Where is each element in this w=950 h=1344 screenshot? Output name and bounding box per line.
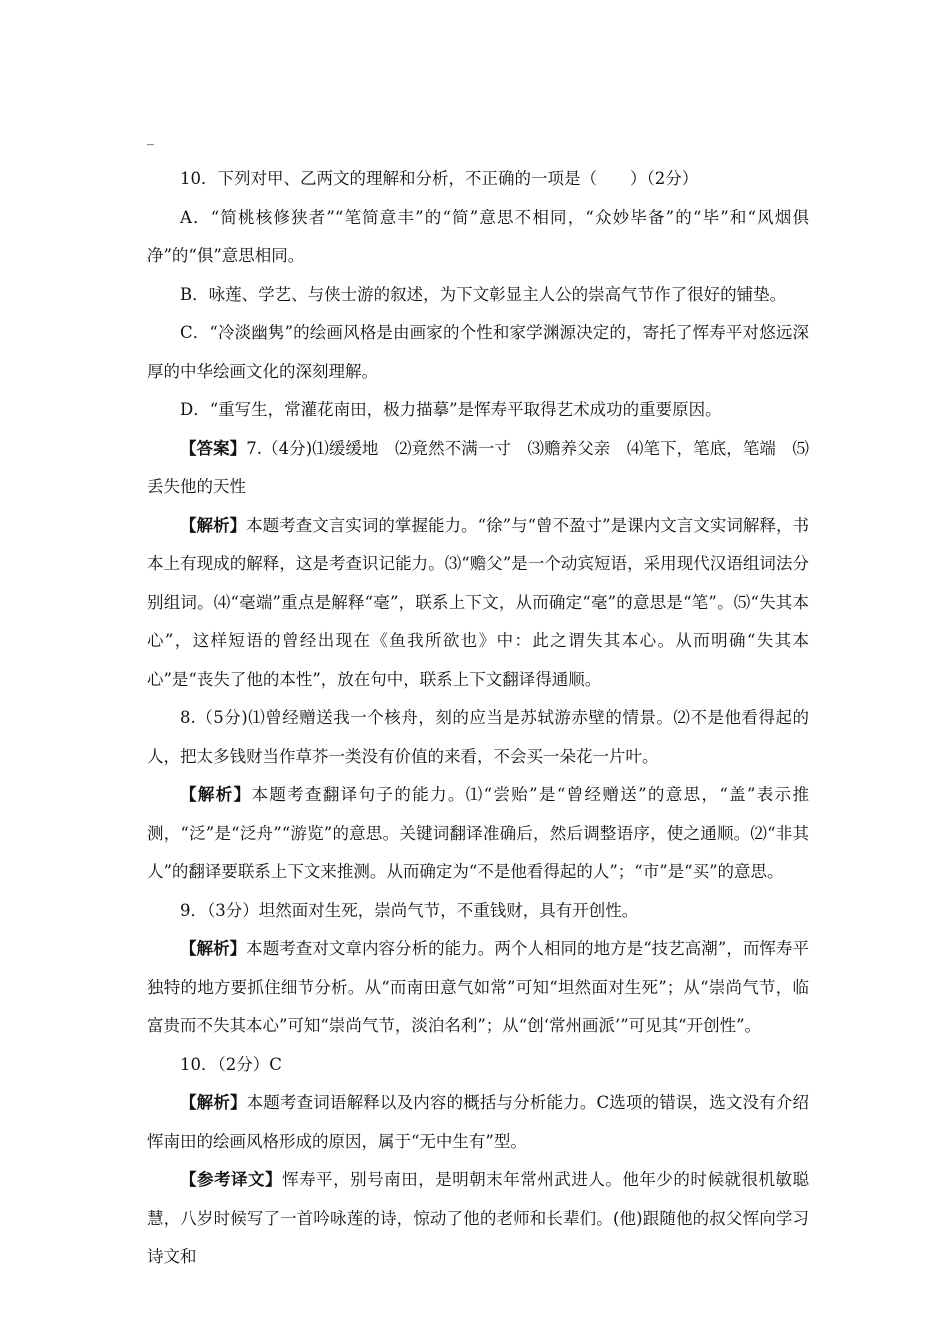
analysis-tag: 【解析】 [180,939,247,958]
q10-stem: 10．下列对甲、乙两文的理解和分析，不正确的一项是（ ）（2分） [180,169,699,188]
analysis-7-text: 本题考查文言实词的掌握能力。“徐”与“曾不盈寸”是课内文言文实词解释，书本上有现成的解释，这是考查识记能力。⑶“赡父”是一个动宾短语，采用现代汉语组词法分别组词。⑷“毫端”重点是解释“毫”，联系上下文，从而确定“毫”的意思是“笔”。⑸“失其本心”，这样短语的曾经出现在《鱼我所欲也》中：此之谓失其本心。从而明确“失其本心”是“丧失了他的本性”，放在句中，联系上下文翻译得通顺。 [147,515,810,689]
answer-7 [147,430,809,507]
q10-option-d: D．“重写生，常灌花南田，极力描摹”是恽寿平取得艺术成功的重要原因。 [180,400,722,419]
answer-tag: 【答案】 [180,438,247,458]
translation-text: 恽寿平，别号南田，是明朝末年常州武进人。他年少的时候就很机敏聪慧，八岁时候写了一首吟咏莲的诗，惊动了他的老师和长辈们。(他)跟随他的叔父恽向学习诗文和 [147,1170,810,1266]
q10-option-a: A．“简桃核修狭者”“笔简意丰”的“简”意思不相同，“众妙毕备”的“毕”和“风烟俱净”的“俱”意思相同。 [147,207,809,265]
answer-10: 10．（2分）C [180,1054,282,1074]
analysis-tag: 【解析】 [180,785,252,804]
q10-option-b: B．咏莲、学艺、与侠士游的叙述，为下文彰显主人公的崇高气节作了很好的铺垫。 [180,284,787,304]
analysis-tag: 【解析】 [180,515,247,535]
analysis-tag: 【解析】 [180,1093,247,1112]
answer-9: 9．（3分）坦然面对生死，崇尚气节，不重钱财，具有开创性。 [180,900,639,920]
reference-translation [147,1161,809,1277]
q10-option-c: C．“冷淡幽隽”的绘画风格是由画家的个性和家学渊源决定的，寄托了恽寿平对悠远深厚的中华绘画文化的深刻理解。 [147,323,809,381]
document-body [147,160,809,1277]
answer-7-text: 7.（4分)⑴缓缓地 ⑵竟然不满一寸 ⑶赡养父亲 ⑷笔下，笔底，笔端 ⑸丢失他的天性 [147,438,809,496]
top-mark: _ [147,130,154,146]
analysis-8 [147,776,809,892]
analysis-9-text: 本题考查对文章内容分析的能力。两个人相同的地方是“技艺高潮”，而恽寿平独特的地方要抓住细节分析。从“而南田意气如常”可知“坦然面对生死”；从“崇尚气节，临富贵而不失其本心”可知“崇尚气节，淡泊名利”；从“创‘常州画派’”可见其“开创性”。 [147,939,809,1035]
answer-8: 8.（5分)⑴曾经赠送我一个核舟，刻的应当是苏轼游赤壁的情景。⑵不是他看得起的人，把太多钱财当作草芥一类没有价值的来看，不会买一朵花一片叶。 [147,708,809,766]
analysis-10 [147,1084,809,1161]
analysis-9 [147,930,809,1046]
analysis-7 [147,507,809,700]
analysis-8-text: 本题考查翻译句子的能力。⑴“尝贻”是“曾经赠送”的意思，“盖”表示推测，“泛”是“泛舟”“游览”的意思。关键词翻译准确后，然后调整语序，使之通顺。⑵“非其人”的翻译要联系上下文来推测。从而确定为“不是他看得起的人”；“市”是“买”的意思。 [147,785,809,881]
analysis-10-text: 本题考查词语解释以及内容的概括与分析能力。C选项的错误，选文没有介绍恽南田的绘画风格形成的原因，属于“无中生有”型。 [147,1093,810,1151]
translation-tag: 【参考译文】 [180,1170,283,1189]
